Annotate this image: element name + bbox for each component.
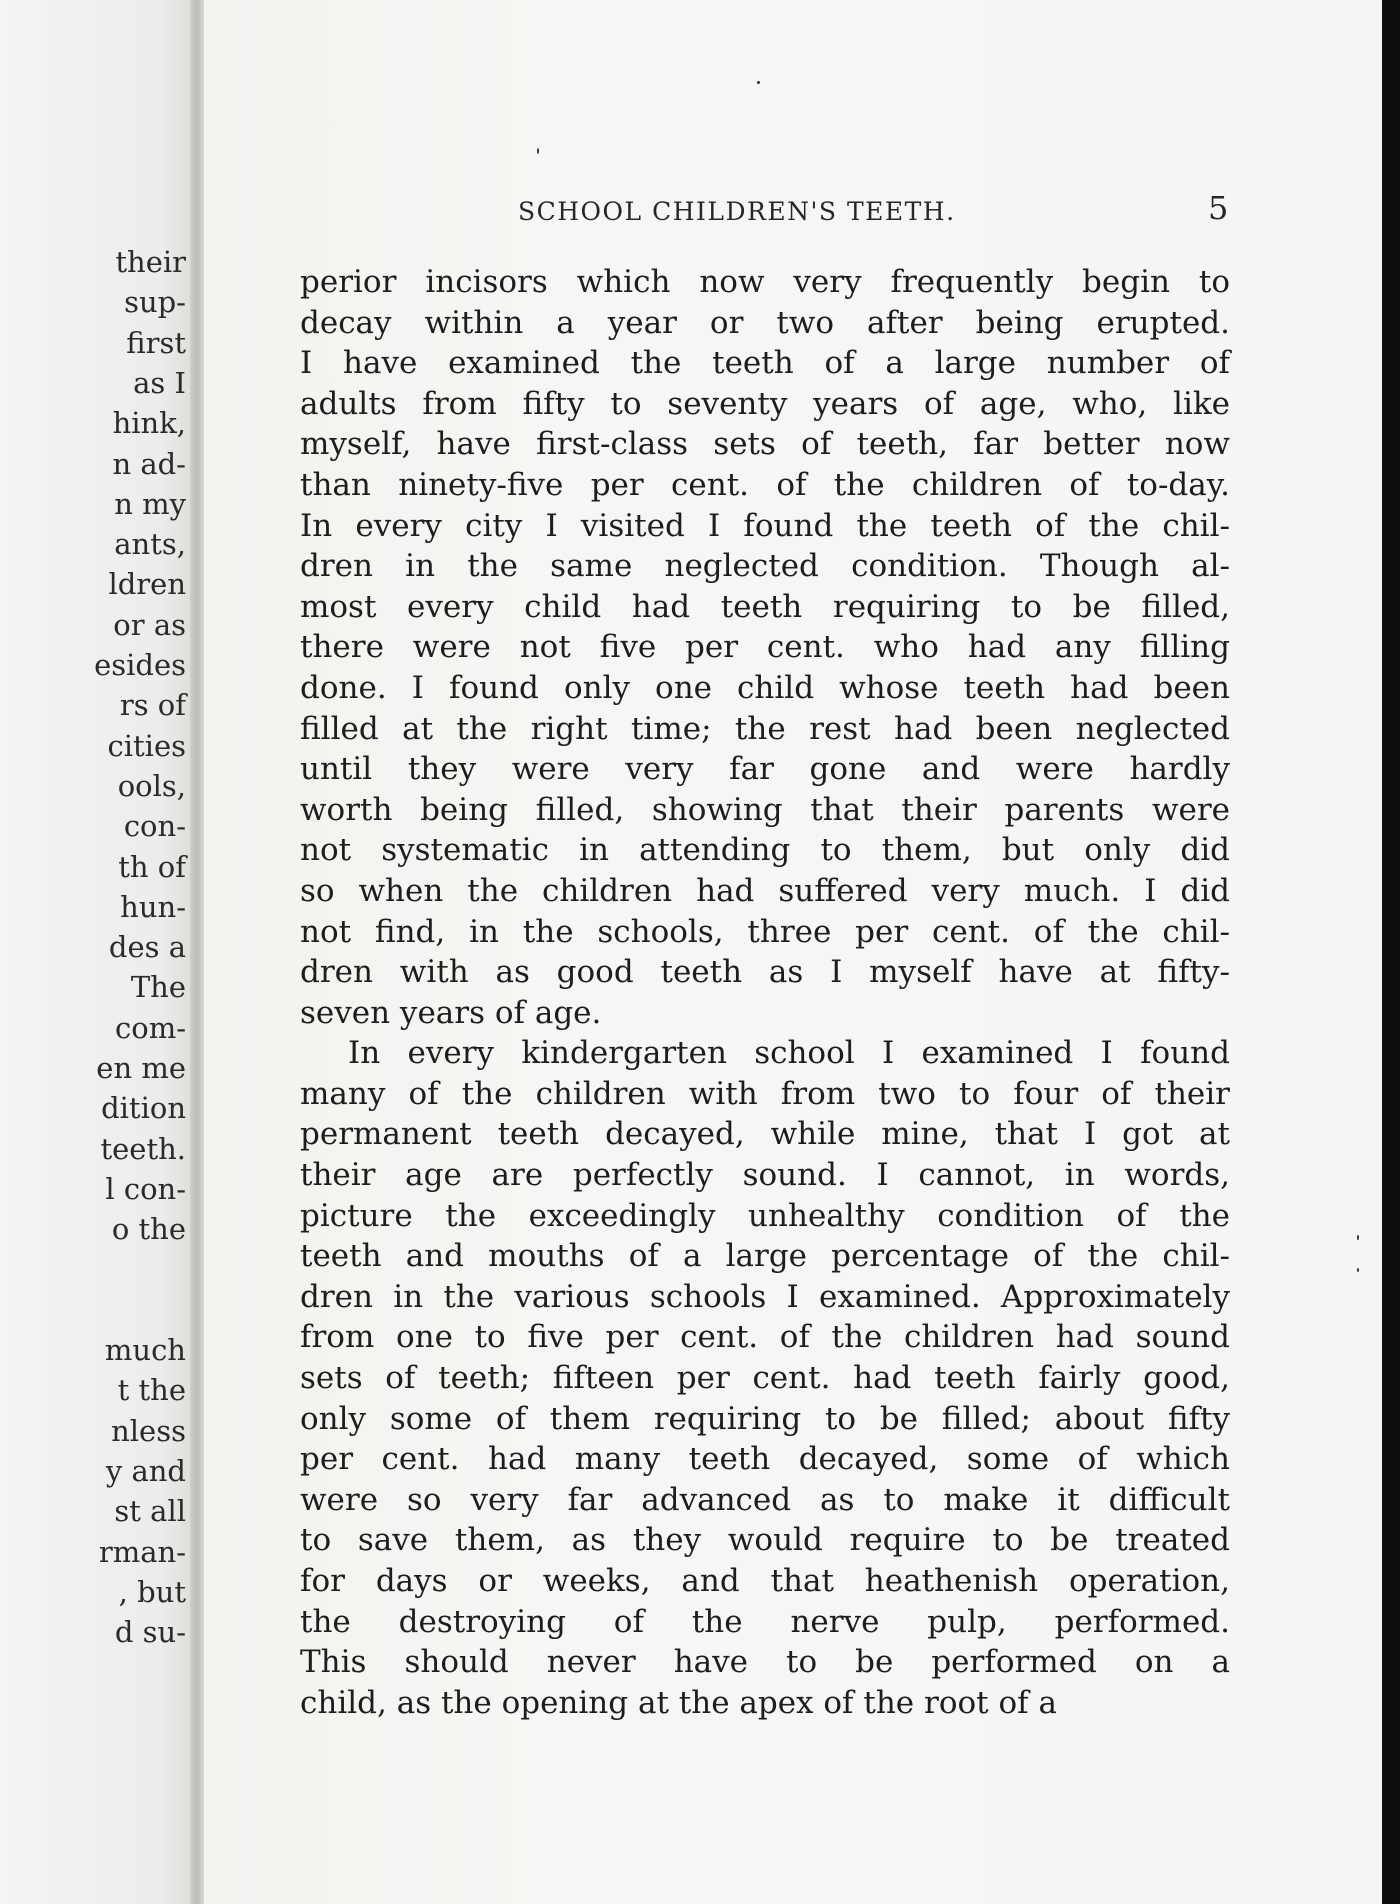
text-line: not systematic in attending to them, but only did (300, 832, 1230, 869)
text-line: many of the children with from two to four of their (300, 1075, 1230, 1112)
text-line: only some of them requiring to be filled; about fifty (300, 1400, 1230, 1437)
previous-page-fragment: st all (114, 1494, 186, 1529)
previous-page-fragment: y and (105, 1454, 186, 1488)
previous-page-fragment: ants, (114, 527, 186, 562)
text-line: from one to five per cent. of the children had sound (300, 1319, 1230, 1356)
previous-page-fragment: t the (117, 1373, 186, 1408)
text-line: to save them, as they would require to be treated (300, 1522, 1230, 1559)
previous-page-fragment: ldren (108, 567, 186, 602)
text-line: picture the exceedingly unhealthy condition of the (300, 1197, 1230, 1234)
text-line: This should never have to be performed on a (300, 1644, 1230, 1681)
previous-page-fragment: com- (115, 1010, 186, 1045)
text-line: dren in the same neglected condition. Though al- (300, 548, 1230, 585)
previous-page-fragment: hink, (112, 406, 186, 441)
text-line: sets of teeth; fifteen per cent. had teeth fairly good, (300, 1360, 1230, 1397)
previous-page-fragment: teeth. (100, 1131, 186, 1166)
text-line: there were not five per cent. who had any filling (300, 629, 1230, 666)
text-line: child, as the opening at the apex of the root of a (300, 1684, 1057, 1721)
previous-page-fragment: en me (96, 1051, 186, 1085)
previous-page-fragment: nless (111, 1413, 186, 1448)
previous-page-fragment: hun- (120, 889, 186, 924)
previous-page-fragment: d su- (114, 1615, 186, 1650)
text-line: dren with as good teeth as I myself have at fifty- (300, 954, 1230, 991)
text-line: for days or weeks, and that heathenish operation, (300, 1563, 1230, 1599)
previous-page-fragment: l con- (105, 1171, 186, 1206)
text-line: In every city I visited I found the teeth of the chil- (300, 507, 1230, 544)
text-line: permanent teeth decayed, while mine, that I got at (300, 1116, 1230, 1153)
text-line: worth being filled, showing that their parents were (300, 791, 1230, 828)
previous-page-fragment: n ad- (112, 446, 186, 481)
previous-page-fragment: their (115, 245, 186, 279)
text-line: so when the children had suffered very much. I did (300, 872, 1230, 909)
text-line: not find, in the schools, three per cent. of the chil- (300, 913, 1230, 950)
previous-page-fragment: con- (123, 809, 186, 844)
book-gutter (190, 0, 204, 1904)
scan-border (1382, 0, 1400, 1904)
previous-page-fragment: ools, (117, 768, 186, 803)
text-line: In every kindergarten school I examined I found (348, 1035, 1230, 1072)
previous-page-fragment: rman- (98, 1534, 186, 1569)
text-line: filled at the right time; the rest had been neglected (300, 710, 1230, 747)
text-line: teeth and mouths of a large percentage of the chil- (300, 1238, 1230, 1275)
text-line: seven years of age. (300, 994, 602, 1031)
running-head: SCHOOL CHILDREN'S TEETH. (518, 197, 956, 226)
text-line: per cent. had many teeth decayed, some of which (300, 1441, 1230, 1478)
speck (757, 81, 760, 84)
text-line: decay within a year or two after being erupted. (300, 304, 1230, 341)
text-line: until they were very far gone and were hardly (300, 751, 1230, 788)
previous-page-fragment: des a (108, 930, 186, 965)
previous-page-fragment: n my (114, 486, 186, 521)
text-line: I have examined the teeth of a large number of (300, 345, 1230, 382)
text-line: most every child had teeth requiring to be filled, (300, 588, 1230, 625)
text-line: done. I found only one child whose teeth had been (300, 669, 1230, 706)
previous-page-fragment: The (130, 970, 186, 1005)
text-line: than ninety-five per cent. of the children of to-day. (300, 466, 1230, 503)
previous-page-fragment: dition (101, 1091, 186, 1126)
previous-page-fragment: sup- (124, 285, 186, 320)
previous-page-fragment: th of (118, 849, 186, 884)
body-text (300, 262, 1230, 1723)
previous-page-fragment: esides (94, 648, 186, 682)
previous-page-edge (0, 0, 196, 1904)
previous-page-fragment: or as (113, 607, 186, 642)
text-line: their age are perfectly sound. I cannot, in words, (300, 1157, 1230, 1194)
page-number: 5 (1208, 189, 1229, 227)
previous-page-fragment: as I (133, 365, 186, 400)
text-line: perior incisors which now very frequently begin to (300, 264, 1230, 300)
previous-page-fragment: much (104, 1333, 186, 1368)
speck (1357, 1235, 1359, 1240)
previous-page-fragment: cities (107, 728, 186, 763)
previous-page-fragment: first (126, 325, 186, 360)
text-line: myself, have first-class sets of teeth, far better now (300, 426, 1230, 463)
previous-page-fragment: rs of (119, 688, 186, 723)
previous-page-fragment: o the (111, 1212, 186, 1247)
text-line: the destroying of the nerve pulp, performed. (300, 1603, 1230, 1640)
text-line: dren in the various schools I examined. Approximately (300, 1278, 1230, 1315)
speck (537, 148, 539, 154)
text-line: were so very far advanced as to make it difficult (300, 1481, 1230, 1518)
previous-page-fragment: , but (118, 1574, 186, 1609)
text-line: adults from fifty to seventy years of age, who, like (300, 385, 1230, 422)
speck (1357, 1268, 1359, 1272)
